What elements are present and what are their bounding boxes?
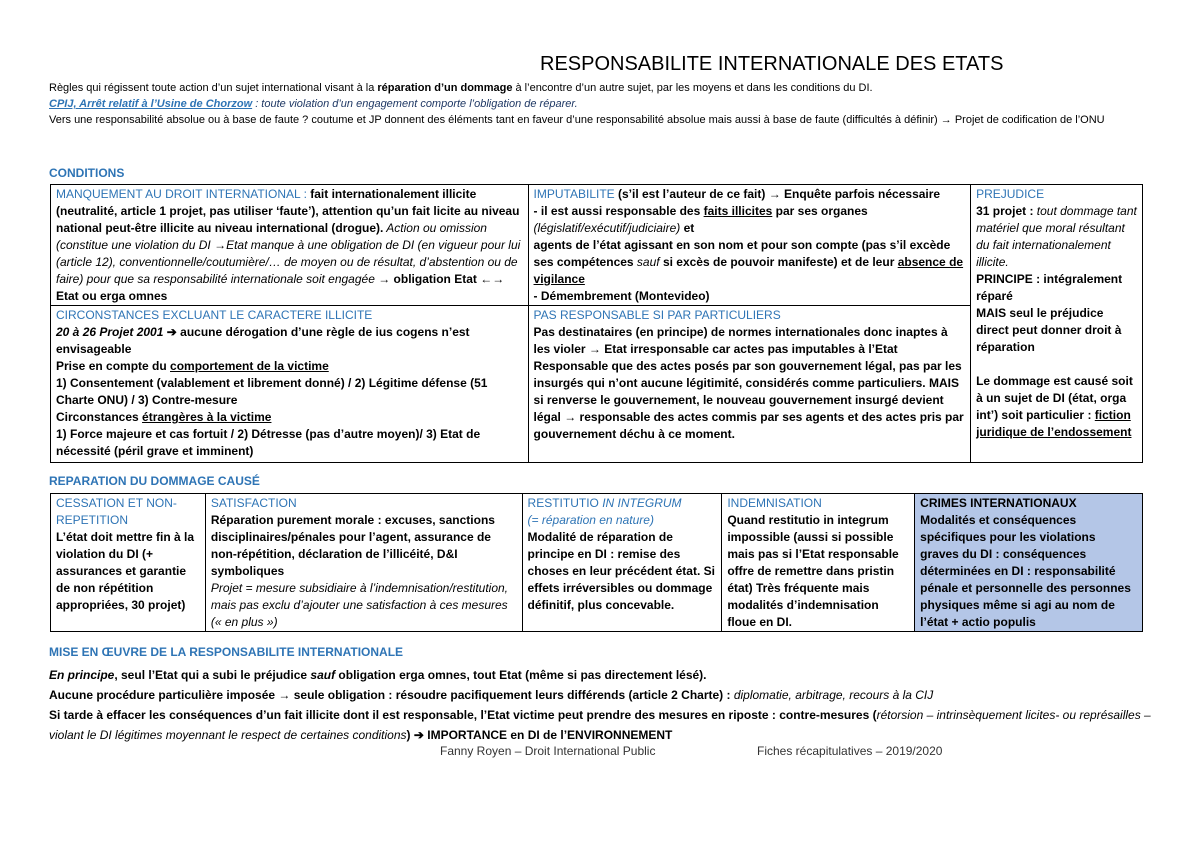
mise-text: En principe [49,668,115,682]
mise-line-3 [49,705,1159,745]
intro-line-2 [49,96,1159,112]
mise-text: diplomatie, arbitrage, recours à la CIJ [733,688,934,702]
cell-circonstances [51,306,529,463]
mise-text: obligation erga omnes, tout Etat (même si pas directement lésé). [335,668,707,682]
cell-crimes [915,494,1143,632]
cell-text: par ses organes [772,204,868,218]
footer-author: Fanny Royen – Droit International Public [440,744,656,758]
mise-block [49,665,1159,745]
mise-line-2 [49,685,1159,705]
cell-header: MANQUEMENT AU DROIT INTERNATIONAL : [56,187,307,201]
cell-indemnisation [722,494,915,632]
intro-text: Règles qui régissent toute action d’un sujet international visant à la [49,82,378,94]
cell-header: PREJUDICE [976,187,1045,201]
cell-text: → obligation Etat ←→ Etat ou erga omnes [56,272,505,303]
cell-text: agents de l’état agissant en son nom et pour son compte (pas s’il excède ses compétences [533,238,951,269]
cell-cessation [51,494,206,632]
cell-header: CIRCONSTANCES EXCLUANT LE CARACTERE ILLICITE [56,308,373,322]
mise-line-1 [49,665,1159,685]
cell-text: Pas destinataires (en principe) de normes internationales donc inaptes à les violer → Etat irresponsable car actes pas imputables à l’Etat Responsable que des actes posés par son gouvernement légal, pas par les insurgés qui n’ont aucune légitimité, considérés comme particuliers. MAIS si renverse le gouvernement, le nouveau gouvernement insurgé devient légal → responsable des actes commis par ses agents et des actes pris par gouvernement déchu à ce moment. [533,325,964,441]
cell-text: faits illicites [703,204,773,218]
intro-bold: réparation d’un dommage [377,82,513,94]
reparation-table [50,493,1143,632]
intro-block [49,80,1159,128]
cell-text: Le dommage est causé soit à un sujet de DI (état, orga int’) soit particulier : [976,374,1133,422]
cell-text: Modalités et conséquences spécifiques pour les violations graves du DI : conséquences déterminées en DI : responsabilité pénale et personnelle des personnes physiques même si agi au nom de l’état + actio populis [920,513,1131,629]
cell-text: fiction juridique de l’endossement [976,408,1132,439]
cell-header: CRIMES INTERNATIONAUX [920,496,1077,510]
cell-particuliers [528,306,971,463]
chorzow-reference: CPIJ, Arrêt relatif à l’Usine de Chorzow [49,98,253,110]
cell-manquement [51,185,529,306]
cell-text: Modalité de réparation de principe en DI : remise des choses en leur précédent état. Si effets irréversibles ou dommage définitif, plus concevable. [527,530,715,612]
cell-satisfaction [205,494,522,632]
cell-header: INDEMNISATION [727,496,822,510]
cell-text: - il est aussi responsable des [533,204,704,218]
mise-text: rétorsion – intrinsèquement licites- ou représailles – violant le DI légitimes moyennant le respect de certaines conditions [49,708,1151,742]
cell-text: 31 projet : [976,204,1034,218]
cell-text: fait internationalement illicite (neutralité, article 1 projet, pas utiliser ‘faute’), attention qu’un fait licite au niveau national peut-être illicite au niveau international (drogue). [56,187,520,235]
cell-text: 1) Force majeure et cas fortuit / 2) Détresse (pas d’autre moyen)/ 3) Etat de nécessité (péril grave et imminent) [56,427,481,458]
page-title: RESPONSABILITE INTERNATIONALE DES ETATS [540,53,1004,75]
cell-text: comportement de la victime [170,359,329,373]
cell-text: PRINCIPE : intégralement réparé [976,272,1123,303]
cell-text: Circonstances [56,410,143,424]
cell-text: Action ou omission (constitue une violation du DI →Etat manque à une obligation de DI (en vigueur pour lui (article 12), conventionnelle/coutumière/… de moyen ou de résultat, d’abstention ou de faire) pour que sa responsabilité internationale soit engagée [56,221,521,286]
intro-text: à l’encontre d’un autre sujet, par les moyens et dans les conditions du DI. [512,82,873,94]
cell-restitutio [522,494,722,632]
intro-text: : toute violation d’un engagement comporte l’obligation de réparer. [252,98,578,110]
cell-header: CESSATION ET NON-REPETITION [56,496,177,527]
cell-prejudice [971,185,1143,463]
intro-line-1 [49,80,1159,96]
cell-text: ➔ aucune dérogation d’une règle de ius cogens n’est envisageable [56,325,470,356]
cell-text: et [680,221,695,235]
footer-date: Fiches récapitulatives – 2019/2020 [757,744,943,758]
cell-text: Quand restitutio in integrum impossible (aussi si possible mais pas si l’Etat responsable offre de remettre dans pristin état) Très fréquente mais modalités d’indemnisation floue en DI. [727,513,899,629]
cell-header: RESTITUTIO [527,496,603,510]
cell-text: L’état doit mettre fin à la violation du DI (+ assurances et garantie de non répétition appropriées, 30 projet) [56,530,195,612]
mise-text: Si tarde à effacer les conséquences d’un fait illicite dont il est responsable, l’Etat victime peut prendre des mesures en riposte : contre-mesures ( [49,708,877,722]
cell-text: si excès de pouvoir manifeste) et de leur [659,255,898,269]
cell-text: - Démembrement (Montevideo) [533,289,710,303]
cell-header: IN INTEGRUM [602,496,682,510]
conditions-table [50,184,1143,463]
cell-text: étrangères à la victime [142,410,272,424]
mise-text: ) ➔ IMPORTANCE en DI de l’ENVIRONNEMENT [406,728,673,742]
mise-text: , seul l’Etat qui a subi le préjudice [114,668,311,682]
cell-text: sauf [636,255,660,269]
section-heading-conditions: CONDITIONS [49,166,125,180]
cell-text: Réparation purement morale : excuses, sanctions disciplinaires/pénales pour l’agent, assurance de non-répétition, déclaration de l’illicéité, D&I symboliques [210,513,495,578]
cell-text: (législatif/exécutif/judiciaire) [533,221,681,235]
cell-text: Projet = mesure subsidiaire à l’indemnisation/restitution, mais pas exclu d’ajouter une satisfaction à ces mesures (« en plus ») [210,581,509,629]
cell-text: absence de vigilance [533,255,964,286]
cell-text: (s’il est l’auteur de ce fait) → Enquête parfois nécessaire [614,187,941,201]
cell-imputabilite [528,185,971,306]
cell-text: 20 à 26 Projet 2001 [56,325,164,339]
intro-line-3: Vers une responsabilité absolue ou à base de faute ? coutume et JP donnent des éléments tant en faveur d’une responsabilité absolue mais aussi à base de faute (difficultés à définir) → Projet de codification de l’ONU [49,114,1105,126]
cell-header: IMPUTABILITE [533,187,615,201]
section-heading-mise: MISE EN ŒUVRE DE LA RESPONSABILITE INTERNATIONALE [49,645,404,659]
cell-header: SATISFACTION [210,496,297,510]
mise-text: Aucune procédure particulière imposée → seule obligation : résoudre pacifiquement leurs différends (article 2 Charte) : [49,688,734,702]
cell-text: MAIS seul le préjudice direct peut donner droit à réparation [976,306,1122,354]
mise-text: sauf [310,668,336,682]
cell-subheader: (= réparation en nature) [527,513,654,527]
cell-header: PAS RESPONSABLE SI PAR PARTICULIERS [533,308,781,322]
cell-text: 1) Consentement (valablement et librement donné) / 2) Légitime défense (51 Charte ONU) / 3) Contre-mesure [56,376,488,407]
section-heading-reparation: REPARATION DU DOMMAGE CAUSÉ [49,474,260,488]
cell-text: tout dommage tant matériel que moral résultant du fait internationalement illicite. [976,204,1137,269]
cell-text: Prise en compte du [56,359,171,373]
